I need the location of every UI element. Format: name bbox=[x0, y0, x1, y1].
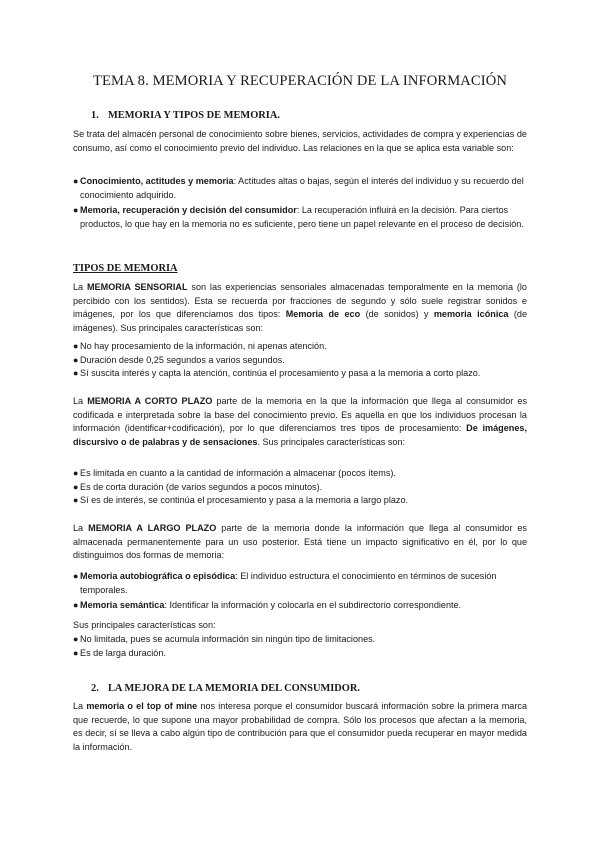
tipos-heading: TIPOS DE MEMORIA bbox=[73, 263, 178, 274]
section-2-paragraph: La memoria o el top of mine nos interesa porque el consumidor buscará información sobre la primera marca que recuerde, lo que supone una mayor probabilidad de compra. Sólo los procesos que afectan a la memoria, es decir, sí se lleva a cabo algún tipo de contribución para que el consumidor pueda recuperar en mayor medida la información. bbox=[73, 701, 527, 752]
list-item: ● Duración desde 0,25 segundos a varios segundos. bbox=[73, 354, 527, 368]
section-2-heading bbox=[91, 682, 360, 696]
bullet-icon: ● bbox=[73, 354, 79, 365]
list-item-text: : Actitudes altas o bajas, según el interés del individuo y su recuerdo del conocimiento adquirido. bbox=[80, 176, 524, 200]
bullet-icon: ● bbox=[73, 481, 79, 492]
list-item bbox=[73, 204, 527, 231]
largo-plazo-paragraph: La MEMORIA A LARGO PLAZO parte de la memoria donde la información que llega al consumidor es almacenada permanentemente para un uso posterior. Está tiene un impacto significativo en él, por lo que distinguimos dos formas de memoria: bbox=[73, 523, 527, 561]
bullet-icon: ● bbox=[73, 600, 79, 611]
corto-plazo-list bbox=[73, 467, 527, 508]
corto-plazo-term: MEMORIA A CORTO PLAZO bbox=[87, 396, 213, 406]
list-item: ● No limitada, pues se acumula información sin ningún tipo de limitaciones. bbox=[73, 633, 527, 647]
bullet-icon: ● bbox=[73, 368, 79, 379]
largo-plazo-term: MEMORIA A LARGO PLAZO bbox=[88, 523, 217, 533]
eco-term: Memoria de eco bbox=[285, 309, 361, 320]
bullet-icon: ● bbox=[73, 176, 79, 186]
largo-plazo-char-intro: Sus principales características son: bbox=[73, 620, 216, 630]
sensorial-paragraph: La MEMORIA SENSORIAL son las experiencias sensoriales almacenadas temporalmente en la memoria (lo percibido con los sentidos). Esta se recuerda por fracciones de segundo y sólo suele registrar sonidos e imágenes, por los que diferenciamos dos tipos: Memoria de eco (de sonidos) y memoria icónica (de imágenes). Sus principales características son: bbox=[73, 282, 528, 333]
list-item-term: Memoria, recuperación y decisión del consumidor bbox=[80, 205, 297, 216]
section-1-heading bbox=[91, 109, 280, 123]
section-2-number: 2. bbox=[91, 683, 99, 694]
section-1-list bbox=[73, 175, 527, 231]
list-item: ● Es limitada en cuanto a la cantidad de información a almacenar (pocos ítems). bbox=[73, 467, 527, 481]
bullet-icon: ● bbox=[73, 341, 79, 351]
section-1-number: 1. bbox=[91, 110, 99, 121]
list-item-term: Memoria semántica bbox=[80, 600, 165, 611]
sensorial-list bbox=[73, 340, 527, 381]
iconica-term: memoria icónica bbox=[433, 309, 509, 320]
page-title: TEMA 8. MEMORIA Y RECUPERACIÓN DE LA INFORMACIÓN bbox=[93, 73, 507, 89]
list-item-term: Conocimiento, actitudes y memoria bbox=[80, 176, 234, 186]
top-of-mine-term: memoria o el top of mine bbox=[86, 701, 198, 711]
section-1-intro: Se trata del almacén personal de conocimiento sobre bienes, servicios, actividades de compra y experiencias de consumo, así como el conocimiento previo del individuo. Las relaciones en la que se aplica esta variable son: bbox=[73, 129, 527, 153]
sensorial-term: MEMORIA SENSORIAL bbox=[86, 282, 188, 292]
list-item-text: : La recuperación influirá en la decisión. Para ciertos productos, lo que hay en la memoria no es suficiente, pero tiene un papel relevante en el proceso de decisión. bbox=[80, 205, 524, 229]
list-item: ● Sí es de interés, se continúa el procesamiento y pasa a la memoria a largo plazo. bbox=[73, 494, 527, 508]
list-item: ● Sí suscita interés y capta la atención, continúa el procesamiento y pasa a la memoria a corto plazo. bbox=[73, 367, 527, 381]
section-2-title: LA MEJORA DE LA MEMORIA DEL CONSUMIDOR. bbox=[108, 683, 360, 694]
bullet-icon: ● bbox=[73, 205, 79, 216]
bullet-icon: ● bbox=[73, 647, 79, 658]
list-item bbox=[73, 175, 527, 202]
list-item: ● No hay procesamiento de la información, ni apenas atención. bbox=[73, 340, 527, 354]
list-item: ● Memoria autobiográfica o episódica: El individuo estructura el conocimiento en términos de sucesión temporales. bbox=[73, 571, 497, 595]
list-item: ● Es de corta duración (de varios segundos a pocos minutos). bbox=[73, 481, 527, 495]
list-item: ● Memoria semántica: Identificar la información y colocarla en el subdirectorio correspondiente. bbox=[73, 599, 527, 613]
bullet-icon: ● bbox=[73, 468, 79, 478]
largo-plazo-forms bbox=[73, 570, 527, 613]
largo-plazo-list bbox=[73, 633, 527, 660]
corto-plazo-paragraph: La MEMORIA A CORTO PLAZO parte de la memoria en la que la información que llega al consumidor es codificada e interpretada sobre la base del conocimiento previo. Es aquella en que los individuos procesan la información (identificar+codificación), por lo que diferenciamos tres tipos de procesamiento: De imágenes, discursivo o de palabras y de sensaciones. Sus principales características son: bbox=[73, 396, 527, 447]
procesamiento-types: De imágenes, discursivo o de palabras y de sensaciones bbox=[73, 423, 527, 447]
bullet-icon: ● bbox=[73, 571, 79, 581]
list-item: ● Es de larga duración. bbox=[73, 647, 527, 661]
bullet-icon: ● bbox=[73, 634, 79, 644]
section-1-title: MEMORIA Y TIPOS DE MEMORIA. bbox=[108, 110, 280, 121]
list-item-term: Memoria autobiográfica o episódica bbox=[80, 571, 236, 581]
bullet-icon: ● bbox=[73, 495, 79, 506]
